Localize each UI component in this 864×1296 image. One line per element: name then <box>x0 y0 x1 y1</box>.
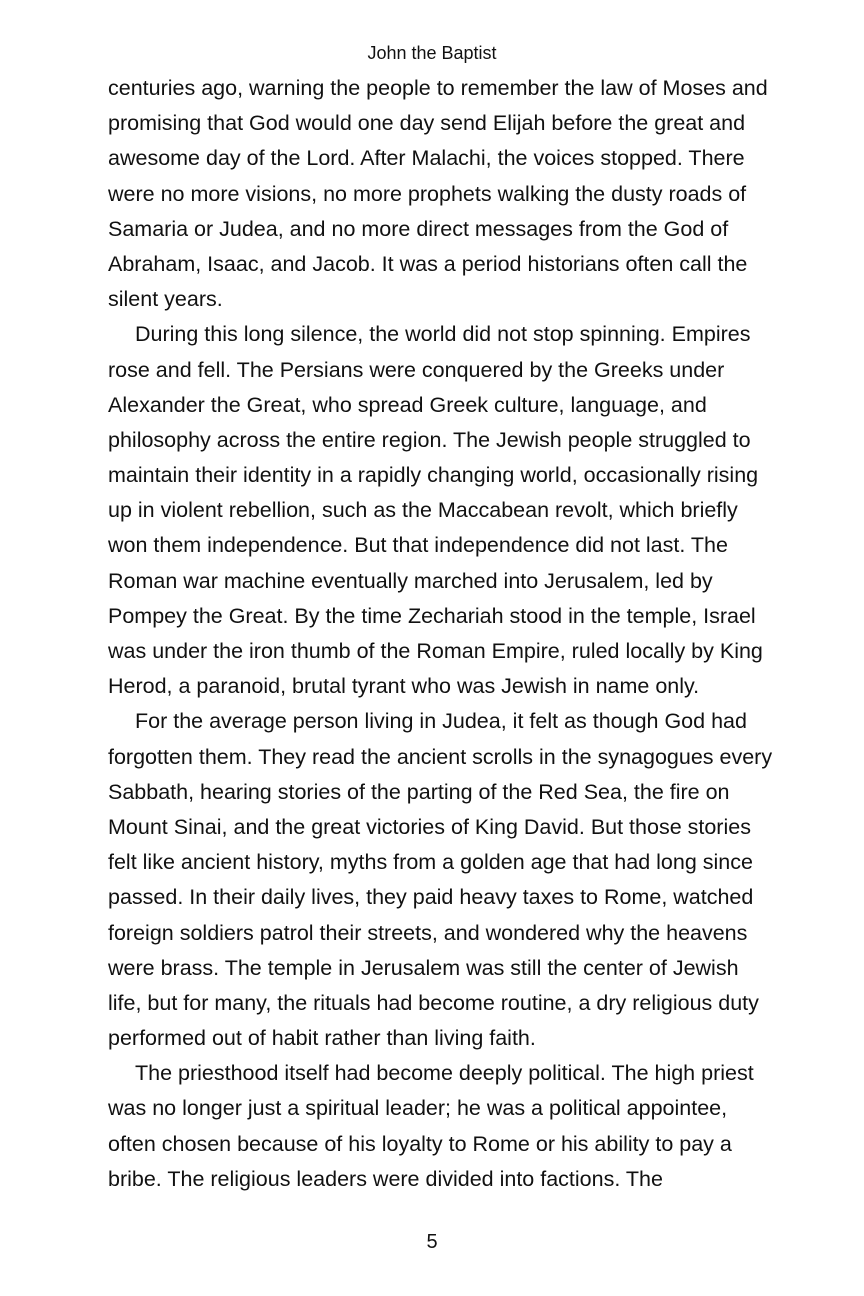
paragraph <box>108 317 798 704</box>
text-line: Alexander the Great, who spread Greek culture, language, and <box>108 392 707 417</box>
text-line: rose and fell. The Persians were conquered by the Greeks under <box>108 357 725 382</box>
text-line: felt like ancient history, myths from a golden age that had long since <box>108 850 753 875</box>
text-line: philosophy across the entire region. The Jewish people struggled to <box>108 427 751 452</box>
paragraph <box>108 704 798 1056</box>
text-line: Sabbath, hearing stories of the parting of the Red Sea, the fire on <box>108 779 730 804</box>
text-line: centuries ago, warning the people to remember the law of Moses and <box>108 76 768 100</box>
text-line: Roman war machine eventually marched into Jerusalem, led by <box>108 568 713 593</box>
text-line: performed out of habit rather than living faith. <box>108 1026 536 1051</box>
paragraph <box>108 71 798 317</box>
text-line: forgotten them. They read the ancient scrolls in the synagogues every <box>108 744 773 769</box>
text-line: Pompey the Great. By the time Zechariah stood in the temple, Israel <box>108 603 756 628</box>
text-line: maintain their identity in a rapidly changing world, occasionally rising <box>108 463 759 488</box>
text-line: foreign soldiers patrol their streets, and wondered why the heavens <box>108 920 748 945</box>
text-line: was under the iron thumb of the Roman Empire, ruled locally by King <box>108 639 763 663</box>
text-line: were no more visions, no more prophets walking the dusty roads of <box>108 181 747 206</box>
text-line: were brass. The temple in Jerusalem was still the center of Jewish <box>108 955 739 980</box>
text-line: silent years. <box>108 287 223 312</box>
text-line: For the average person living in Judea, it felt as though God had <box>135 709 747 734</box>
running-header-title: John the Baptist <box>367 43 497 63</box>
text-line: was no longer just a spiritual leader; he was a political appointee, <box>108 1096 728 1121</box>
text-line: passed. In their daily lives, they paid heavy taxes to Rome, watched <box>108 885 754 910</box>
text-line: up in violent rebellion, such as the Maccabean revolt, which briefly <box>108 498 738 523</box>
text-line: life, but for many, the rituals had become routine, a dry religious duty <box>108 990 759 1015</box>
text-line: Abraham, Isaac, and Jacob. It was a period historians often call the <box>108 251 748 276</box>
text-line: bribe. The religious leaders were divided into factions. The <box>108 1166 663 1191</box>
page-body <box>108 71 798 1197</box>
text-line: Samaria or Judea, and no more direct messages from the God of <box>108 216 729 241</box>
text-line: often chosen because of his loyalty to Rome or his ability to pay a <box>108 1131 732 1156</box>
text-line: Mount Sinai, and the great victories of King David. But those stories <box>108 814 751 839</box>
text-line: During this long silence, the world did not stop spinning. Empires <box>135 322 751 347</box>
page-number: 5 <box>426 1231 438 1253</box>
text-line: Herod, a paranoid, brutal tyrant who was Jewish in name only. <box>108 674 700 699</box>
paragraph <box>108 1056 798 1197</box>
text-line: won them independence. But that independence did not last. The <box>108 533 728 558</box>
text-line: The priesthood itself had become deeply political. The high priest <box>135 1061 754 1086</box>
text-line: promising that God would one day send Elijah before the great and <box>108 111 746 136</box>
text-line: awesome day of the Lord. After Malachi, the voices stopped. There <box>108 146 745 171</box>
